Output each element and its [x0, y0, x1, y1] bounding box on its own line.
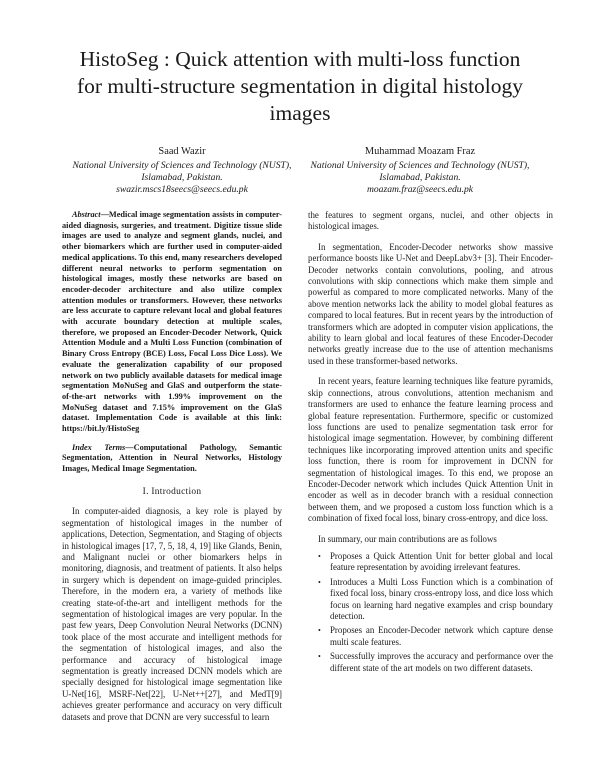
contributions-list: [308, 551, 553, 674]
paper-title: [40, 46, 560, 127]
list-item: [318, 625, 553, 648]
body-paragraph: In segmentation, Encoder-Decoder networks show massive performance boosts like U-Net and DeepLabv3+ [3]. Their Encoder-Decoder networks contain convolutions, pooling, and atrous convolutions with skip connections which make them simple and powerful as compared to more complicated networks. Many of the above mention networks lack the ability to model global features as compared to local features. But in recent years by the introduction of transformers which are adopted in computer vision applications, the ability to learn global and local features of these Encoder-Decoder networks greatly increase due to the use of attention mechanisms used in these transformer-based networks.: [308, 241, 553, 366]
abstract-label: Abstract: [72, 210, 101, 219]
bullet-icon: •: [318, 577, 321, 587]
author-location: Islamabad, Pakistan.: [141, 172, 223, 183]
index-terms: [62, 443, 282, 475]
list-item-text: Proposes an Encoder-Decoder network which capture dense multi scale features.: [330, 625, 553, 647]
author-name: Muhammad Moazam Fraz: [364, 146, 476, 157]
index-terms-label: Index Terms: [72, 442, 126, 452]
abstract: [62, 210, 282, 435]
title-line: images: [269, 101, 331, 125]
author-block: [300, 146, 540, 196]
body-paragraph: In summary, our main contributions are as follows: [318, 533, 497, 544]
bullet-icon: •: [318, 626, 321, 636]
right-column: [308, 210, 553, 677]
body-paragraph: In computer-aided diagnosis, a key role is played by segmentation of histological images in the number of applications, Detection, Segmentation, and Staging of objects in histological images [17, 7, 5, 18, 4, 19] like Glands, Benin, and Malignant nuclei or other biomarkers helps in monitoring, diagnosis, and treatment of patients. It also helps in surgery which is dependent on image-guided principles. Therefore, in the modern era, a variety of methods like creating state-of-the-art and intelligent methods for the segmentation of histological images are very popular. In the past few years, Deep Convolution Neural Networks (DCNN) took place of the most accurate and intelligent methods for the segmentation of histological images, and also the performance and accuracy of histological image segmentation is greatly increased DCNN models which are specially designed for histological image segmentation like U-Net[16], MSRF-Net[22], U-Net++[27], and MedT[9] achieves greater performance and accuracy on very difficult datasets and prove that DCNN are very successful to learn: [62, 506, 282, 722]
list-item: [318, 577, 553, 623]
list-item: [318, 651, 553, 674]
title-line: HistoSeg : Quick attention with multi-loss function: [79, 47, 521, 71]
section-heading: I. Introduction: [142, 486, 202, 497]
body-paragraph: the features to segment organs, nuclei, and other objects in histological images.: [308, 210, 553, 232]
abstract-text: —Medical image segmentation assists in computer-aided diagnosis, surgeries, and treatment. Digitize tissue slide images are used to analyze and segment glands, nuclei, and other biomarkers which are further used in computer-aided medical applications. To this end, many researchers developed different neural networks to perform segmentation on histological images, mostly these networks are based on encoder-decoder architecture and also utilize complex attention modules or transformers. However, these networks are less accurate to capture relevant local and global features with accurate boundary detection at multiple scales, therefore, we proposed an Encoder-Decoder Network, Quick Attention Module and a Multi Loss Function (combination of Binary Cross Entropy (BCE) Loss, Focal Loss Dice Loss). We evaluate the generalization capability of our proposed network on two publicly available datasets for medical image segmentation MoNuSeg and GlaS and outperform the state-of-the-art networks with 1.99% improvement on the MoNuSeg dataset and 7.15% improvement on the GlaS dataset. Implementation Code is available at this link: https://bit.ly/HistoSeg: [62, 210, 282, 434]
author-name: Saad Wazir: [158, 146, 206, 157]
left-column: [62, 210, 282, 730]
list-item-text: Successfully improves the accuracy and performance over the different state of the art models on two different datasets.: [330, 651, 553, 673]
list-item: [318, 551, 553, 574]
body-paragraph: In recent years, feature learning techniques like feature pyramids, skip connections, atrous convolutions, attention mechanism and transformers are used to enhance the feature learning process and global feature representation. Furthermore, specific or customized loss functions are used to penalize segmentation task error for histological image segmentation. However, by combining different techniques like incorporating improved attention units and specific loss function, there is room for improvement in DCNN for segmentation of histological images. To this end, we propose an Encoder-Decoder network which includes Quick Attention Unit in encoder as well as in decoder branch with a residual connection between them, and we proposed a custom loss function which is a combination of fixed focal loss, binary cross-entropy, and dice loss.: [308, 376, 553, 524]
list-item-text: Introduces a Multi Loss Function which is a combination of fixed focal loss, binary cross-entropy loss, and dice loss which focus on learning hard negative examples and crisp boundary detection.: [330, 576, 553, 621]
author-email: swazir.mscs18seecs@seecs.edu.pk: [116, 184, 248, 195]
index-terms-text: —Computational Pathology, Semantic Segmentation, Attention in Neural Networks, Histology Images, Medical Image Segmentation.: [62, 442, 282, 474]
author-block: [62, 146, 302, 196]
bullet-icon: •: [318, 652, 321, 662]
bullet-icon: •: [318, 551, 321, 561]
author-email: moazam.fraz@seecs.edu.pk: [366, 184, 474, 195]
author-affiliation: National University of Sciences and Technology (NUST),: [72, 160, 292, 171]
author-affiliation: National University of Sciences and Technology (NUST),: [310, 160, 530, 171]
title-line: for multi-structure segmentation in digital histology: [76, 74, 524, 98]
author-location: Islamabad, Pakistan.: [379, 172, 461, 183]
list-item-text: Proposes a Quick Attention Unit for better global and local feature representation by avoiding irrelevant features.: [330, 550, 553, 573]
